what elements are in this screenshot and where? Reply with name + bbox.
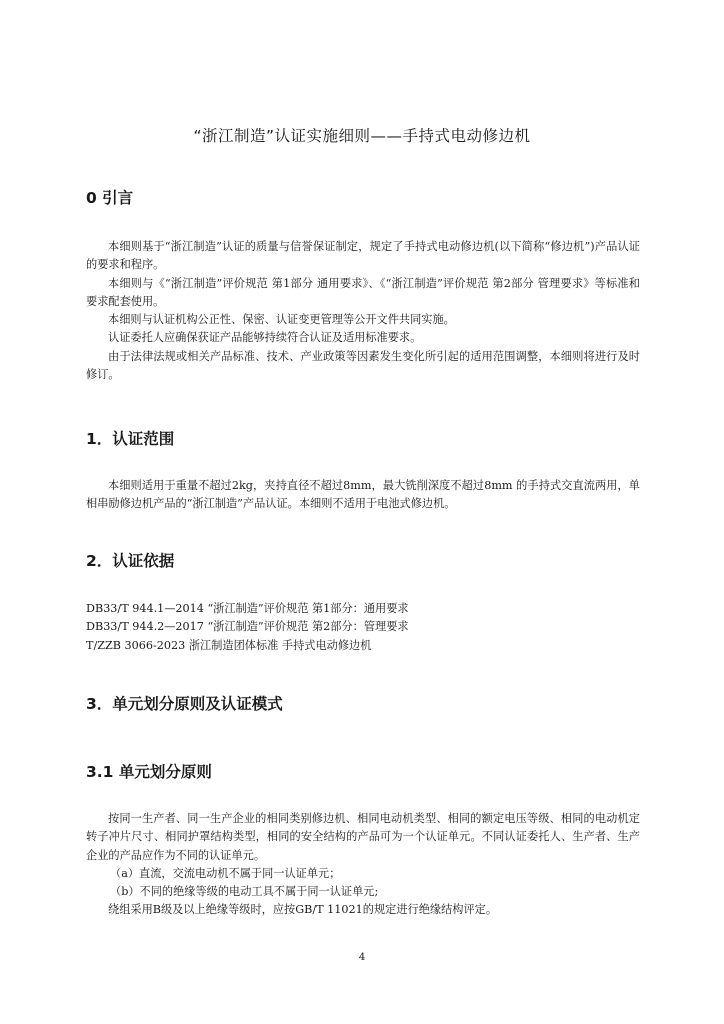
reference-item: T/ZZB 3066-2023 浙江制造团体标准 手持式电动修边机 [86, 638, 372, 652]
unit-principle-body [86, 810, 640, 920]
section-heading-scope: 1．认证范围 [86, 430, 175, 448]
unit-principle-paragraph: 按同一生产者、同一生产企业的相同类别修边机、相同电动机类型、相同的额定电压等级、相同的电动机定转子冲片尺寸、相同护罩结构类型，相同的安全结构的产品可为一个认证单元。不同认证委托人、生产者、生产企业的产品应作为不同的认证单元。 [86, 812, 640, 862]
reference-item: DB33/T 944.1—2014 “浙江制造”评价规范 第1部分：通用要求 [86, 602, 409, 615]
unit-principle-paragraph: 绕组采用B级及以上绝缘等级时，应按GB/T 11021的规定进行绝缘结构评定。 [108, 903, 498, 917]
section-heading-intro: 0 引言 [86, 189, 134, 207]
subsection-heading-unit-principle: 3.1 单元划分原则 [86, 763, 212, 781]
scope-paragraph: 本细则适用于重量不超过2kg，夹持直径不超过8mm，最大铣削深度不超过8mm 的手持式交直流两用，单相串励修边机产品的“浙江制造”产品认证。本细则不适用于电池式修边机。 [86, 479, 640, 511]
unit-principle-item: （b）不同的绝缘等级的电动工具不属于同一认证单元; [110, 885, 379, 899]
section-heading-basis: 2．认证依据 [86, 552, 175, 570]
page-number: 4 [358, 952, 366, 963]
unit-principle-item: （a）直流，交流电动机不属于同一认证单元； [110, 866, 341, 880]
intro-paragraph: 本细则与认证机构公正性、保密、认证变更管理等公开文件共同实施。 [108, 313, 455, 327]
section-heading-unit: 3．单元划分原则及认证模式 [86, 695, 283, 713]
intro-paragraph: 由于法律法规或相关产品标准、技术、产业政策等因素发生变化所引起的适用范围调整，本细则将进行及时修订。 [86, 349, 640, 382]
intro-paragraph: 本细则基于“浙江制造”认证的质量与信誉保证制定，规定了手持式电动修边机(以下简称“修边机”)产品认证的要求和程序。 [86, 240, 640, 272]
document-title: “浙江制造”认证实施细则——手持式电动修边机 [193, 127, 531, 145]
reference-item: DB33/T 944.2—2017 “浙江制造”评价规范 第2部分：管理要求 [86, 620, 409, 634]
intro-body [86, 238, 640, 384]
intro-paragraph: 认证委托人应确保获证产品能够持续符合认证及适用标准要求。 [108, 331, 422, 345]
intro-paragraph: 本细则与《“浙江制造”评价规范 第1部分 通用要求》、《“浙江制造”评价规范 第2部分 管理要求》等标准和要求配套使用。 [86, 276, 640, 308]
scope-body [86, 477, 640, 514]
reference-list [86, 600, 640, 655]
